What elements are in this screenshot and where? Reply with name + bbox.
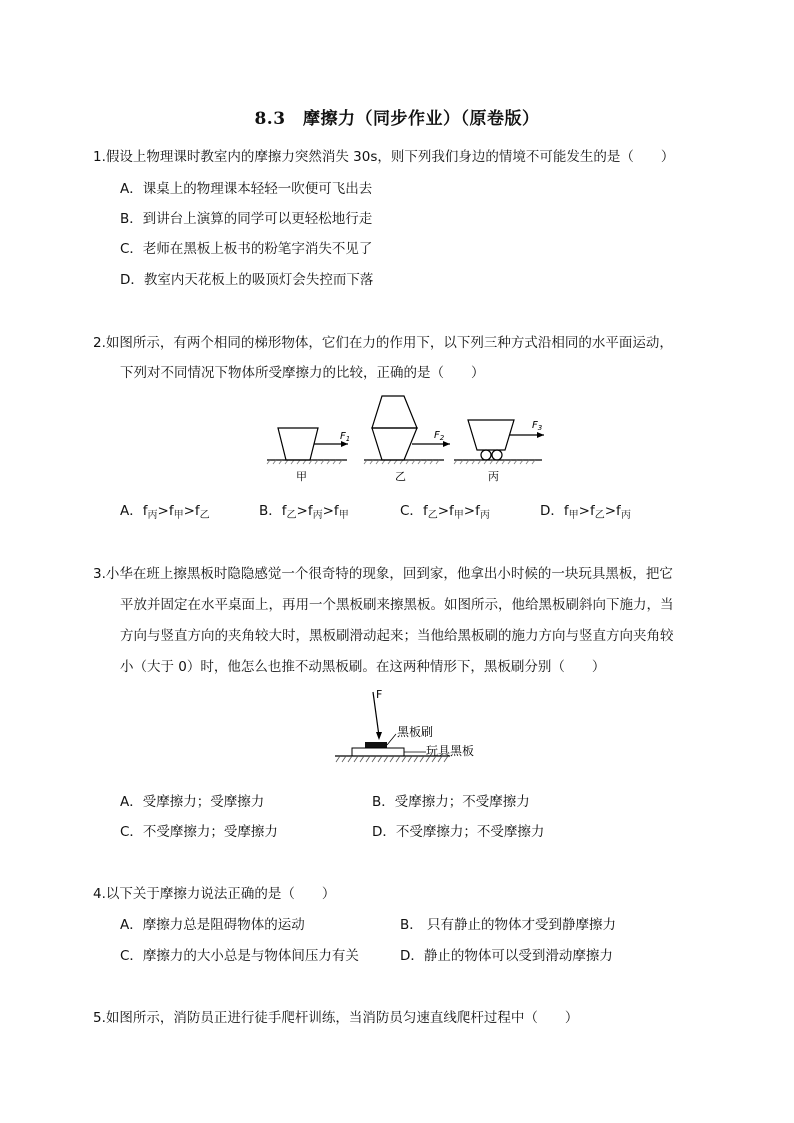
question-3-stem-line2: 平放并固定在水平桌面上，再用一个黑板刷来擦黑板。如图所示，他给黑板刷斜向下施力，当 [120,597,674,613]
q4-option-d: D．静止的物体可以受到滑动摩擦力 [400,948,613,964]
q1-option-d: D．教室内天花板上的吸顶灯会失控而下落 [120,272,374,288]
q3-toy-board [352,748,404,756]
q2-label-jia: 甲 [296,470,307,483]
q4-option-a: A．摩擦力总是阻碍物体的运动 [120,917,305,933]
q2-force-f3: $F_3$ [532,420,543,432]
q2-force-f1: $F_1$ [340,431,351,443]
question-2-stem-line1: 2.如图所示，有两个相同的梯形物体，它们在力的作用下，以下列三种方式沿相同的水平面运动， [93,335,673,351]
q2-figure [262,390,548,490]
question-1-stem: 1.假设上物理课时教室内的摩擦力突然消失 30s，则下列我们身边的情境不可能发生的是（ ） [93,149,675,165]
q2-figure-yi [364,396,450,483]
q1-option-c: C．老师在黑板上板书的粉笔字消失不见了 [120,241,373,257]
q3-label-board: 玩具黑板 [426,744,475,758]
q2-figure-bing [454,420,544,483]
q2-option-b: B．$f_乙>f_丙>f_甲$ [259,503,349,521]
q3-brush [365,742,387,748]
question-2-stem-line2: 下列对不同情况下物体所受摩擦力的比较，正确的是（ ） [120,365,485,381]
q3-label-brush: 黑板刷 [397,725,434,739]
q3-force-f: F [376,688,383,701]
q2-label-bing: 丙 [488,470,499,483]
q2-option-d: D．$f_甲>f_乙>f_丙$ [540,503,631,521]
q3-option-a: A．受摩擦力；受摩擦力 [120,794,265,810]
q2-label-yi: 乙 [395,470,406,483]
question-4-stem: 4.以下关于摩擦力说法正确的是（ ） [93,886,336,902]
q2-option-a: A．$f_丙>f_甲>f_乙$ [120,503,210,521]
q3-option-b: B．受摩擦力；不受摩擦力 [372,794,530,810]
q2-force-f2: $F_2$ [434,430,445,442]
q3-option-c: C．不受摩擦力；受摩擦力 [120,824,278,840]
q4-option-b: B． 只有静止的物体才受到静摩擦力 [400,917,617,933]
q3-option-d: D．不受摩擦力；不受摩擦力 [372,824,545,840]
question-3-stem-line1: 3.小华在班上擦黑板时隐隐感觉一个很奇特的现象，回到家，他拿出小时候的一块玩具黑板，把它 [93,566,673,582]
q2-figure-jia [267,428,350,483]
question-3-stem-line3: 方向与竖直方向的夹角较大时，黑板刷滑动起来；当他给黑板刷的施力方向与竖直方向夹角较 [120,628,674,644]
question-3-stem-line4: 小（大于 0）时，他怎么也推不动黑板刷。在这两种情形下，黑板刷分别（ ） [120,659,606,675]
q2-option-c: C．$f_乙>f_甲>f_丙$ [400,503,490,521]
q3-figure [330,684,490,774]
q1-option-a: A．课桌上的物理课本轻轻一吹便可飞出去 [120,181,373,197]
page-title: 8.3 摩擦力（同步作业）（原卷版） [254,109,540,129]
q1-option-b: B．到讲台上演算的同学可以更轻松地行走 [120,211,373,227]
q4-option-c: C．摩擦力的大小总是与物体间压力有关 [120,948,359,964]
question-5-stem: 5.如图所示，消防员正进行徒手爬杆训练，当消防员匀速直线爬杆过程中（ ） [93,1010,579,1026]
